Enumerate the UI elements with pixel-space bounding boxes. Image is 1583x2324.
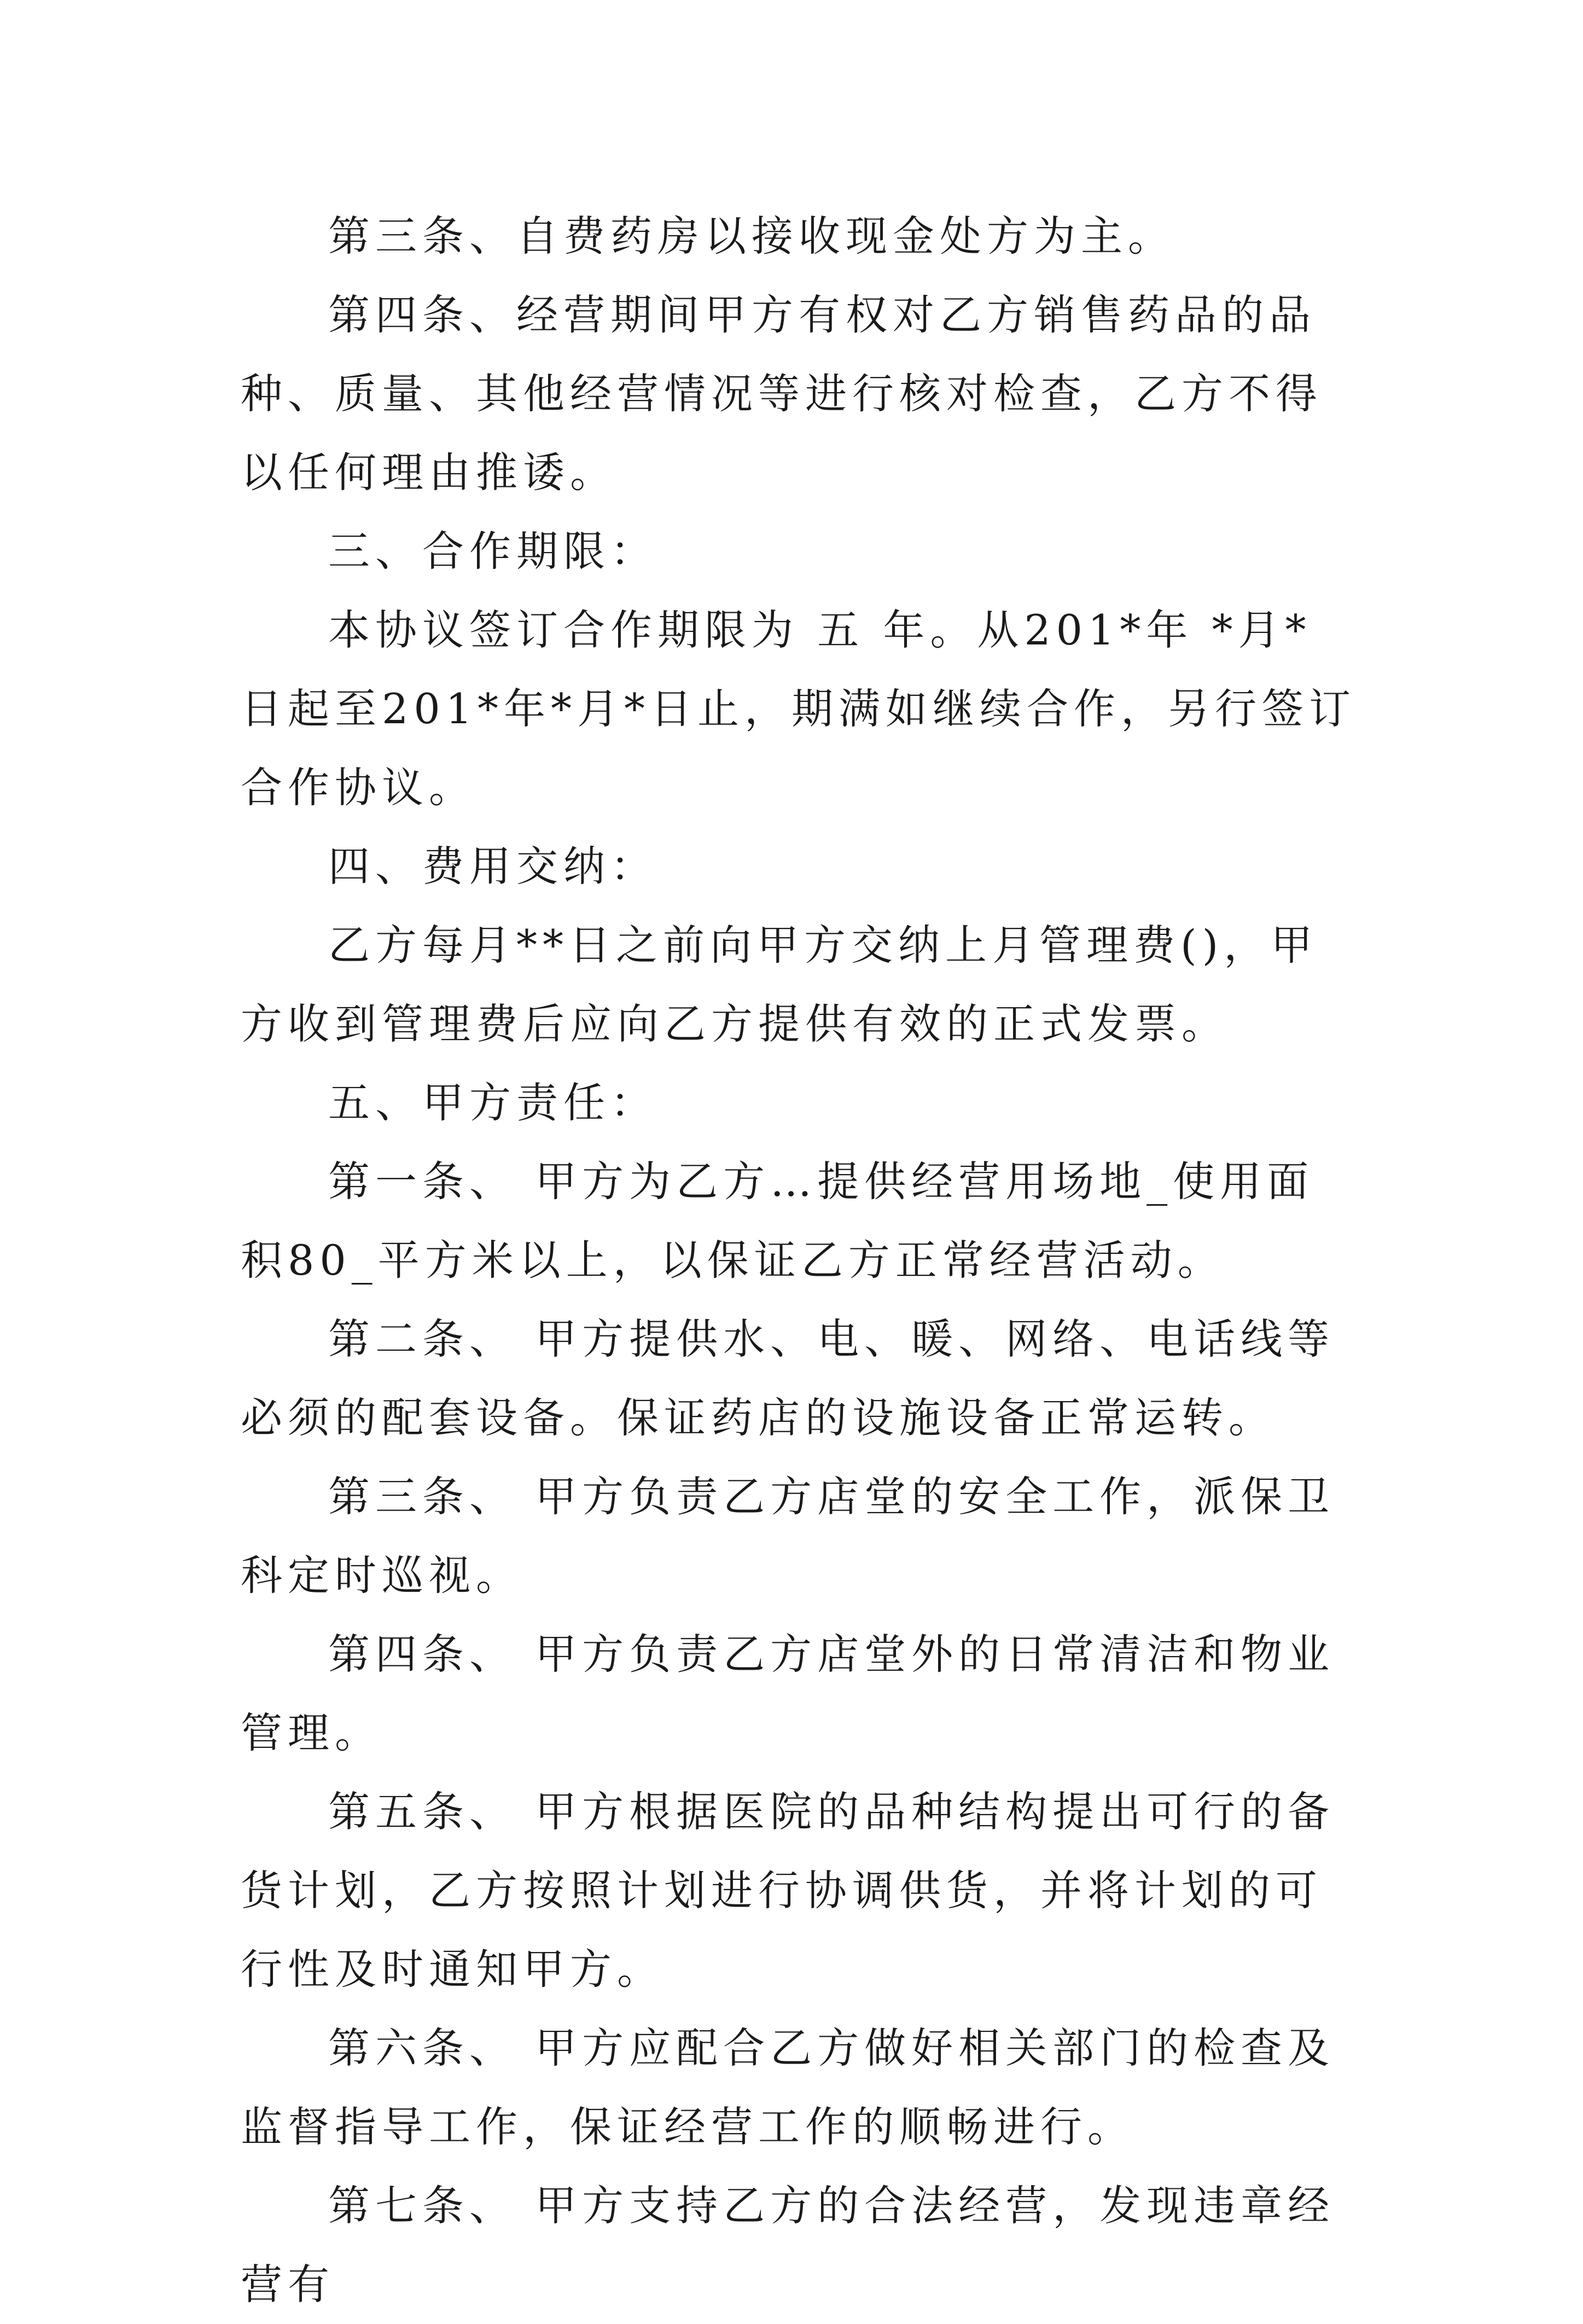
paragraph-duty-article-6: 第六条、 甲方应配合乙方做好相关部门的检查及监督指导工作，保证经营工作的顺畅进行。 [241, 2024, 1335, 2151]
paragraph-duty-article-4: 第四条、 甲方负责乙方店堂外的日常清洁和物业管理。 [241, 1630, 1335, 1757]
paragraph-duty-article-5: 第五条、 甲方根据医院的品种结构提出可行的备货计划，乙方按照计划进行协调供货，并将计划的可行性及时通知甲方。 [241, 1787, 1335, 1994]
paragraph-duty-article-3: 第三条、 甲方负责乙方店堂的安全工作，派保卫科定时巡视。 [241, 1472, 1335, 1600]
paragraph-fee-payment: 乙方每月**日之前向甲方交纳上月管理费()，甲方收到管理费后应向乙方提供有效的正式发票。 [241, 921, 1318, 1048]
section-heading-cooperation-term: 三、合作期限： [328, 527, 657, 576]
paragraph-duty-article-2: 第二条、 甲方提供水、电、暖、网络、电话线等必须的配套设备。保证药店的设施设备正常运转。 [241, 1315, 1335, 1442]
section-heading-fee-payment: 四、费用交纳： [328, 842, 657, 891]
section-heading-party-a-duties: 五、甲方责任： [328, 1078, 657, 1127]
paragraph-cooperation-term: 本协议签订合作期限为 五 年。从201*年 *月*日起至201*年*月*日止，期满如继续合作，另行签订合作协议。 [241, 606, 1357, 812]
document-body [241, 197, 1357, 2324]
paragraph-article-3-cash: 第三条、自费药房以接收现金处方为主。 [328, 212, 1175, 260]
paragraph-duty-article-7: 第七条、 甲方支持乙方的合法经营，发现违章经营有 [241, 2181, 1335, 2309]
paragraph-duty-article-1: 第一条、 甲方为乙方…提供经营用场地_使用面积80_平方米以上，以保证乙方正常经营活动。 [241, 1157, 1314, 1285]
paragraph-article-4-inspection: 第四条、经营期间甲方有权对乙方销售药品的品种、质量、其他经营情况等进行核对检查，乙方不得以任何理由推诿。 [241, 290, 1323, 497]
